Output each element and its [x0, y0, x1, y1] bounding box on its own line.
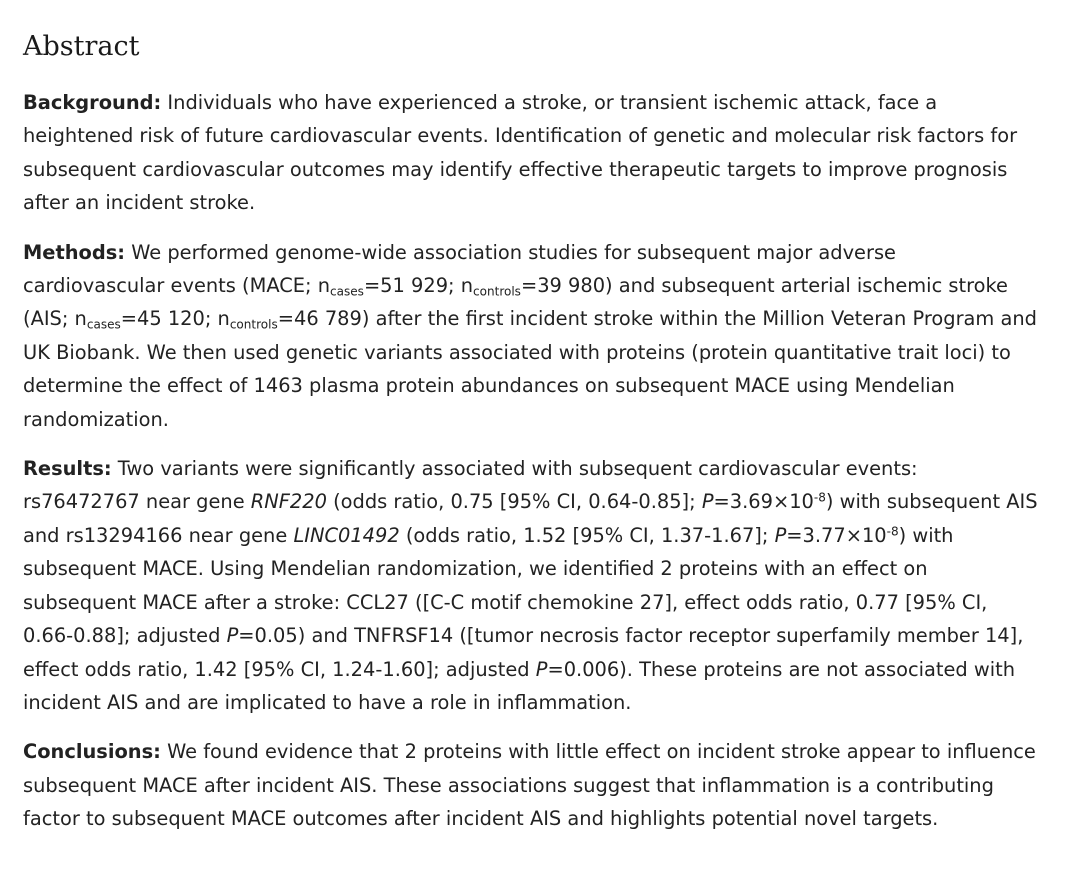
- background-paragraph: [23, 86, 1040, 220]
- subscript-cases: cases: [86, 318, 121, 333]
- results-label: Results:: [23, 457, 112, 481]
- conclusions-label: Conclusions:: [23, 740, 161, 764]
- gene-name: LINC01492: [293, 523, 400, 547]
- subscript-cases: cases: [330, 284, 364, 299]
- results-text: ) with subsequent MACE. Using Mendelian randomization, we identified 2 proteins with an effect on subsequent MACE after a stroke: CCL27 ([C-C motif chemokine 27], effect odds ratio, 0.77 [95% CI, 0.66-0.88]; adjusted: [23, 523, 988, 648]
- results-text: =3.77×10: [786, 523, 887, 547]
- p-symbol: P: [535, 657, 548, 681]
- conclusions-paragraph: [23, 735, 1040, 835]
- background-text: Individuals who have experienced a stroke, or transient ischemic attack, face a heightened risk of future cardiovascular events. Identification of genetic and molecular risk factors for subsequent cardiovascular outcomes may identify effective therapeutic targets to improve prognosis after an incident stroke.: [23, 91, 1018, 215]
- exponent: -8: [813, 490, 826, 505]
- methods-text: =45 120; n: [120, 307, 230, 331]
- background-label: Background:: [23, 91, 162, 114]
- p-symbol: P: [701, 490, 714, 514]
- results-text: =0.05) and TNFRSF14 ([tumor necrosis factor receptor superfamily member 14], effect odds ratio, 1.42 [95% CI, 1.24-1.60]; adjusted: [23, 624, 1024, 681]
- results-text: ) with subsequent AIS and rs13294166 near gene: [23, 490, 1038, 547]
- abstract-heading: Abstract: [23, 31, 140, 62]
- exponent: -8: [886, 524, 899, 539]
- results-paragraph: [23, 452, 1040, 719]
- conclusions-text: We found evidence that 2 proteins with little effect on incident stroke appear to influence subsequent MACE after incident AIS. These associations suggest that inflammation is a contributing factor to subsequent MACE outcomes after incident AIS and highlights potential novel targets.: [23, 740, 1036, 831]
- results-text: Two variants were significantly associated with subsequent cardiovascular events: rs76472767 near gene: [23, 457, 918, 514]
- subscript-controls: controls: [473, 284, 521, 299]
- p-symbol: P: [226, 624, 239, 648]
- results-text: =3.69×10: [713, 490, 814, 514]
- subscript-controls: controls: [229, 318, 278, 333]
- methods-text: =39 980) and subsequent arterial ischemic stroke (AIS; n: [23, 274, 1008, 331]
- gene-name: RNF220: [250, 490, 327, 514]
- p-symbol: P: [774, 523, 787, 547]
- methods-paragraph: [23, 236, 1040, 436]
- results-text: (odds ratio, 0.75 [95% CI, 0.64-0.85];: [326, 490, 702, 514]
- methods-text: We performed genome-wide association studies for subsequent major adverse cardiovascular events (MACE; n: [23, 240, 896, 298]
- results-text: =0.006). These proteins are not associated with incident AIS and are implicated to have a role in inflammation.: [23, 657, 1016, 714]
- methods-text: =46 789) after the first incident stroke within the Million Veteran Program and UK Biobank. We then used genetic variants associated with proteins (protein quantitative trait loci) to determine the effect of 1463 plasma protein abundances on subsequent MACE using Mendelian randomization.: [23, 307, 1037, 431]
- methods-text: =51 929; n: [363, 274, 474, 298]
- methods-label: Methods:: [23, 240, 126, 264]
- results-text: (odds ratio, 1.52 [95% CI, 1.37-1.67];: [399, 523, 775, 547]
